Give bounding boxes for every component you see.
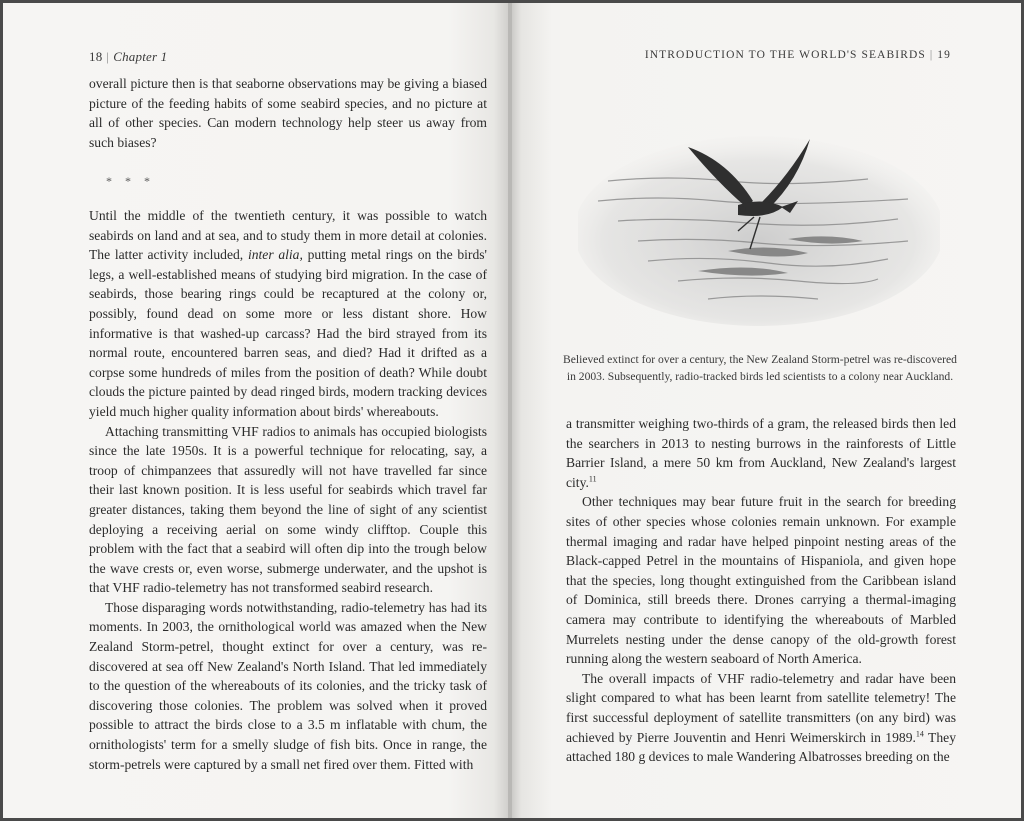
paragraph-continuation: overall picture then is that seaborne observations may be giving a biased picture of the feeding habits of some seabird species, and no picture at all of other species. Can modern technology help steer us away from such biases? xyxy=(89,76,487,150)
section-break-ornament: * * * xyxy=(106,174,155,188)
left-top-paragraph xyxy=(89,74,487,152)
paragraph-vhf: Attaching transmitting VHF radios to animals has occupied biologists since the late 1950s. It is a powerful technique for relocating, say, a troop of chimpanzees that assuredly will not have travelled far since their last known position. It is less useful for seabirds which travel far greater distances, taking them beyond the line of sight of any scientist deploying a receiving aerial on some windy clifftop. Couple this problem with the fact that a seabird will often dip into the trough below the wave crests or, even worse, submerge underwater, and the upshot is that VHF radio-telemetry has not transformed seabird research. xyxy=(89,423,487,596)
paragraph-little-barrier xyxy=(566,414,956,492)
right-running-head: INTRODUCTION TO THE WORLD'S SEABIRDS | 19 xyxy=(644,49,951,61)
figure-caption: Believed extinct for over a century, the New Zealand Storm-petrel was re-discovered in 2003. Subsequently, radio-tracked birds led scientists to a colony near Auckland. xyxy=(563,353,957,384)
running-title: INTRODUCTION TO THE WORLD'S SEABIRDS xyxy=(644,49,926,61)
book-spread xyxy=(3,3,1021,818)
paragraph-satellite-text: The overall impacts of VHF radio-telemetry and radar have been slight compared to what has been learnt from satellite telemetry! The first successful deployment of satellite transmitters (on any bird) was achieved by Pierre Jouventin and Henri Weimerskirch in 1989. xyxy=(566,670,956,745)
paragraph-satellite xyxy=(566,669,956,767)
paragraph-storm-petrel: Those disparaging words notwithstanding, radio-telemetry has had its moments. In 2003, the ornithological world was amazed when the New Zealand Storm-petrel, thought extinct for over a century, was re-discovered at sea off New Zealand's North Island. That led immediately to the question of the whereabouts of its colonies, and the tricky task of discovering those colonies. The problem was solved when it proved possible to attract the birds close to a 3.5 m inflatable with chum, the ornithologists' term for a smelly sludge of fish bits. Once in range, the storm-petrels were captured by a small net fired over them. Fitted with xyxy=(89,599,487,772)
storm-petrel-illustration xyxy=(578,121,940,327)
left-page-number: 18 xyxy=(89,49,103,64)
left-body-text xyxy=(89,206,487,774)
footnote-14: 14 xyxy=(915,728,924,738)
paragraph-satellite-tail: They attached 180 g devices to male Wandering Albatrosses breeding on the xyxy=(566,729,956,765)
right-page-number: 19 xyxy=(937,49,951,61)
paragraph-other-techniques: Other techniques may bear future fruit in the search for breeding sites of other species whose colonies remain unknown. For example thermal imaging and radar have helped pinpoint nesting areas of the Black-capped Petrel in the mountains of Hispaniola, and given hope that the species, long thought extinguished from the Caribbean island of Dominica, still breeds there. Drones carrying a thermal-imaging camera may contribute to identifying the whereabouts of Marbled Murrelets nesting under the dense canopy of the old-growth forest running along the western seaboard of North America. xyxy=(566,494,956,667)
footnote-11: 11 xyxy=(588,474,597,484)
paragraph-ringing-part2: putting metal rings on the birds' legs, a well-established means of studying bird migration. In the case of seabirds, those bearing rings could be recaptured at the colony or, possibly, found dead on some more or less distant shore. How informative is that washed-up carcass? Had the bird strayed from its normal route, encountered barren seas, and died? Had it drifted as a corpse some hundreds of miles from the position of death? While doubt clouds the picture painted by dead ringed birds, modern tracking devices yield much higher quality information about birds' whereabouts. xyxy=(89,247,487,419)
paragraph-ringing xyxy=(89,206,487,422)
paragraph-ringing-part1: Until the middle of the twentieth century, it was possible to watch seabirds on land and at sea, and to study them in more detail at colonies. The latter activity included, xyxy=(89,208,487,263)
paragraph-little-barrier-text: a transmitter weighing two-thirds of a gram, the released birds then led the searchers in 2013 to nesting burrows in the rainforests of Little Barrier Island, a mere 50 km from Auckland, New Zealand's largest city. xyxy=(566,416,956,490)
inter-alia-italic: inter alia, xyxy=(247,247,303,263)
right-body-text xyxy=(566,414,956,767)
book-gutter xyxy=(508,3,512,818)
left-running-head: 18 | Chapter 1 xyxy=(89,49,168,64)
chapter-label: Chapter 1 xyxy=(113,49,168,64)
